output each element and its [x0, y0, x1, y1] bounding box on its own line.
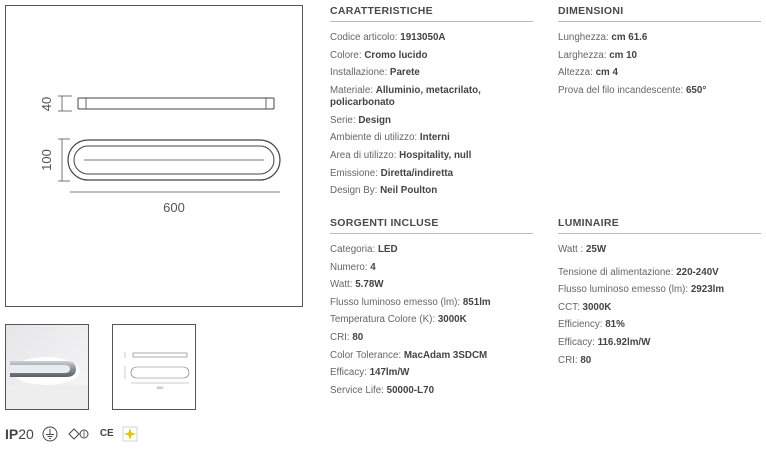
earth-ground-icon — [42, 426, 58, 442]
spec-row: Tensione di alimentazione: 220-240V — [558, 266, 719, 278]
thumbnail-product-photo[interactable] — [5, 324, 89, 410]
spec-row: Numero: 4 — [330, 261, 376, 273]
spec-row: Flusso luminoso emesso (lm): 2923lm — [558, 284, 725, 296]
spec-row: Altezza: cm 4 — [558, 67, 618, 79]
section-title: LUMINAIRE — [558, 217, 761, 234]
spec-row: Ambiente di utilizzo: Interni — [330, 132, 450, 144]
section-title: CARATTERISTICHE — [330, 5, 533, 22]
spec-row: Temperatura Colore (K): 3000K — [330, 314, 467, 326]
dim-100-label: 100 — [39, 149, 54, 171]
section-title: DIMENSIONI — [558, 5, 761, 22]
spec-row: Design By: Neil Poulton — [330, 185, 438, 197]
spec-row: CCT: 3000K — [558, 301, 612, 313]
thumb-drawing-svg — [113, 325, 196, 410]
spec-row: Lunghezza: cm 61.6 — [558, 32, 648, 43]
enec-mark-icon — [66, 426, 92, 442]
spec-row: Colore: Cromo lucido — [330, 49, 428, 61]
spec-row: Serie: Design — [330, 114, 391, 126]
dim-40-label: 40 — [39, 96, 54, 112]
spec-row: Installazione: Parete — [330, 67, 420, 79]
spec-row: Efficiency: 81% — [558, 319, 625, 331]
certification-icons — [5, 424, 138, 444]
spec-row: Efficacy: 147lm/W — [330, 367, 410, 379]
dim-600-label: 600 — [163, 200, 185, 215]
spec-row: Larghezza: cm 10 — [558, 49, 637, 61]
spec-row: Watt: 5.78W — [330, 279, 384, 291]
spec-row: Categoria: LED — [330, 244, 398, 255]
spec-row: Emissione: Diretta/indiretta — [330, 167, 454, 179]
spec-row: Color Tolerance: MacAdam 3SDCM — [330, 349, 488, 361]
energy-label-icon — [122, 426, 138, 442]
section-sorgenti-incluse — [330, 217, 533, 399]
section-title: SORGENTI INCLUSE — [330, 217, 533, 234]
thumb-dim-600-label: 600 — [156, 385, 164, 390]
spec-row: Area di utilizzo: Hospitality, null — [330, 149, 472, 161]
spec-row: Prova del filo incandescente: 650° — [558, 84, 707, 96]
technical-drawing — [5, 5, 303, 307]
spec-row: Watt : 25W — [558, 244, 607, 255]
ce-mark-icon: CE — [99, 428, 114, 439]
drawing-svg — [6, 6, 304, 308]
spec-row: Flusso luminoso emesso (lm): 851lm — [330, 296, 491, 308]
spec-row: CRI: 80 — [558, 354, 592, 366]
section-dimensioni — [558, 5, 761, 99]
spec-row: CRI: 80 — [330, 331, 364, 343]
section-caratteristiche — [330, 5, 533, 200]
top-view-bar — [78, 98, 274, 109]
spec-row: Efficacy: 116.92lm/W — [558, 336, 651, 348]
ip-rating: IP20 — [5, 426, 34, 442]
spec-row: Service Life: 50000-L70 — [330, 384, 435, 396]
thumbnail-technical-drawing[interactable] — [112, 324, 196, 410]
product-photo-image — [6, 325, 89, 410]
spec-row: Materiale: Alluminio, metacrilato, policarbonato — [330, 84, 481, 108]
section-luminaire — [558, 217, 761, 369]
spec-row: Codice articolo: 1913050A — [330, 32, 446, 43]
